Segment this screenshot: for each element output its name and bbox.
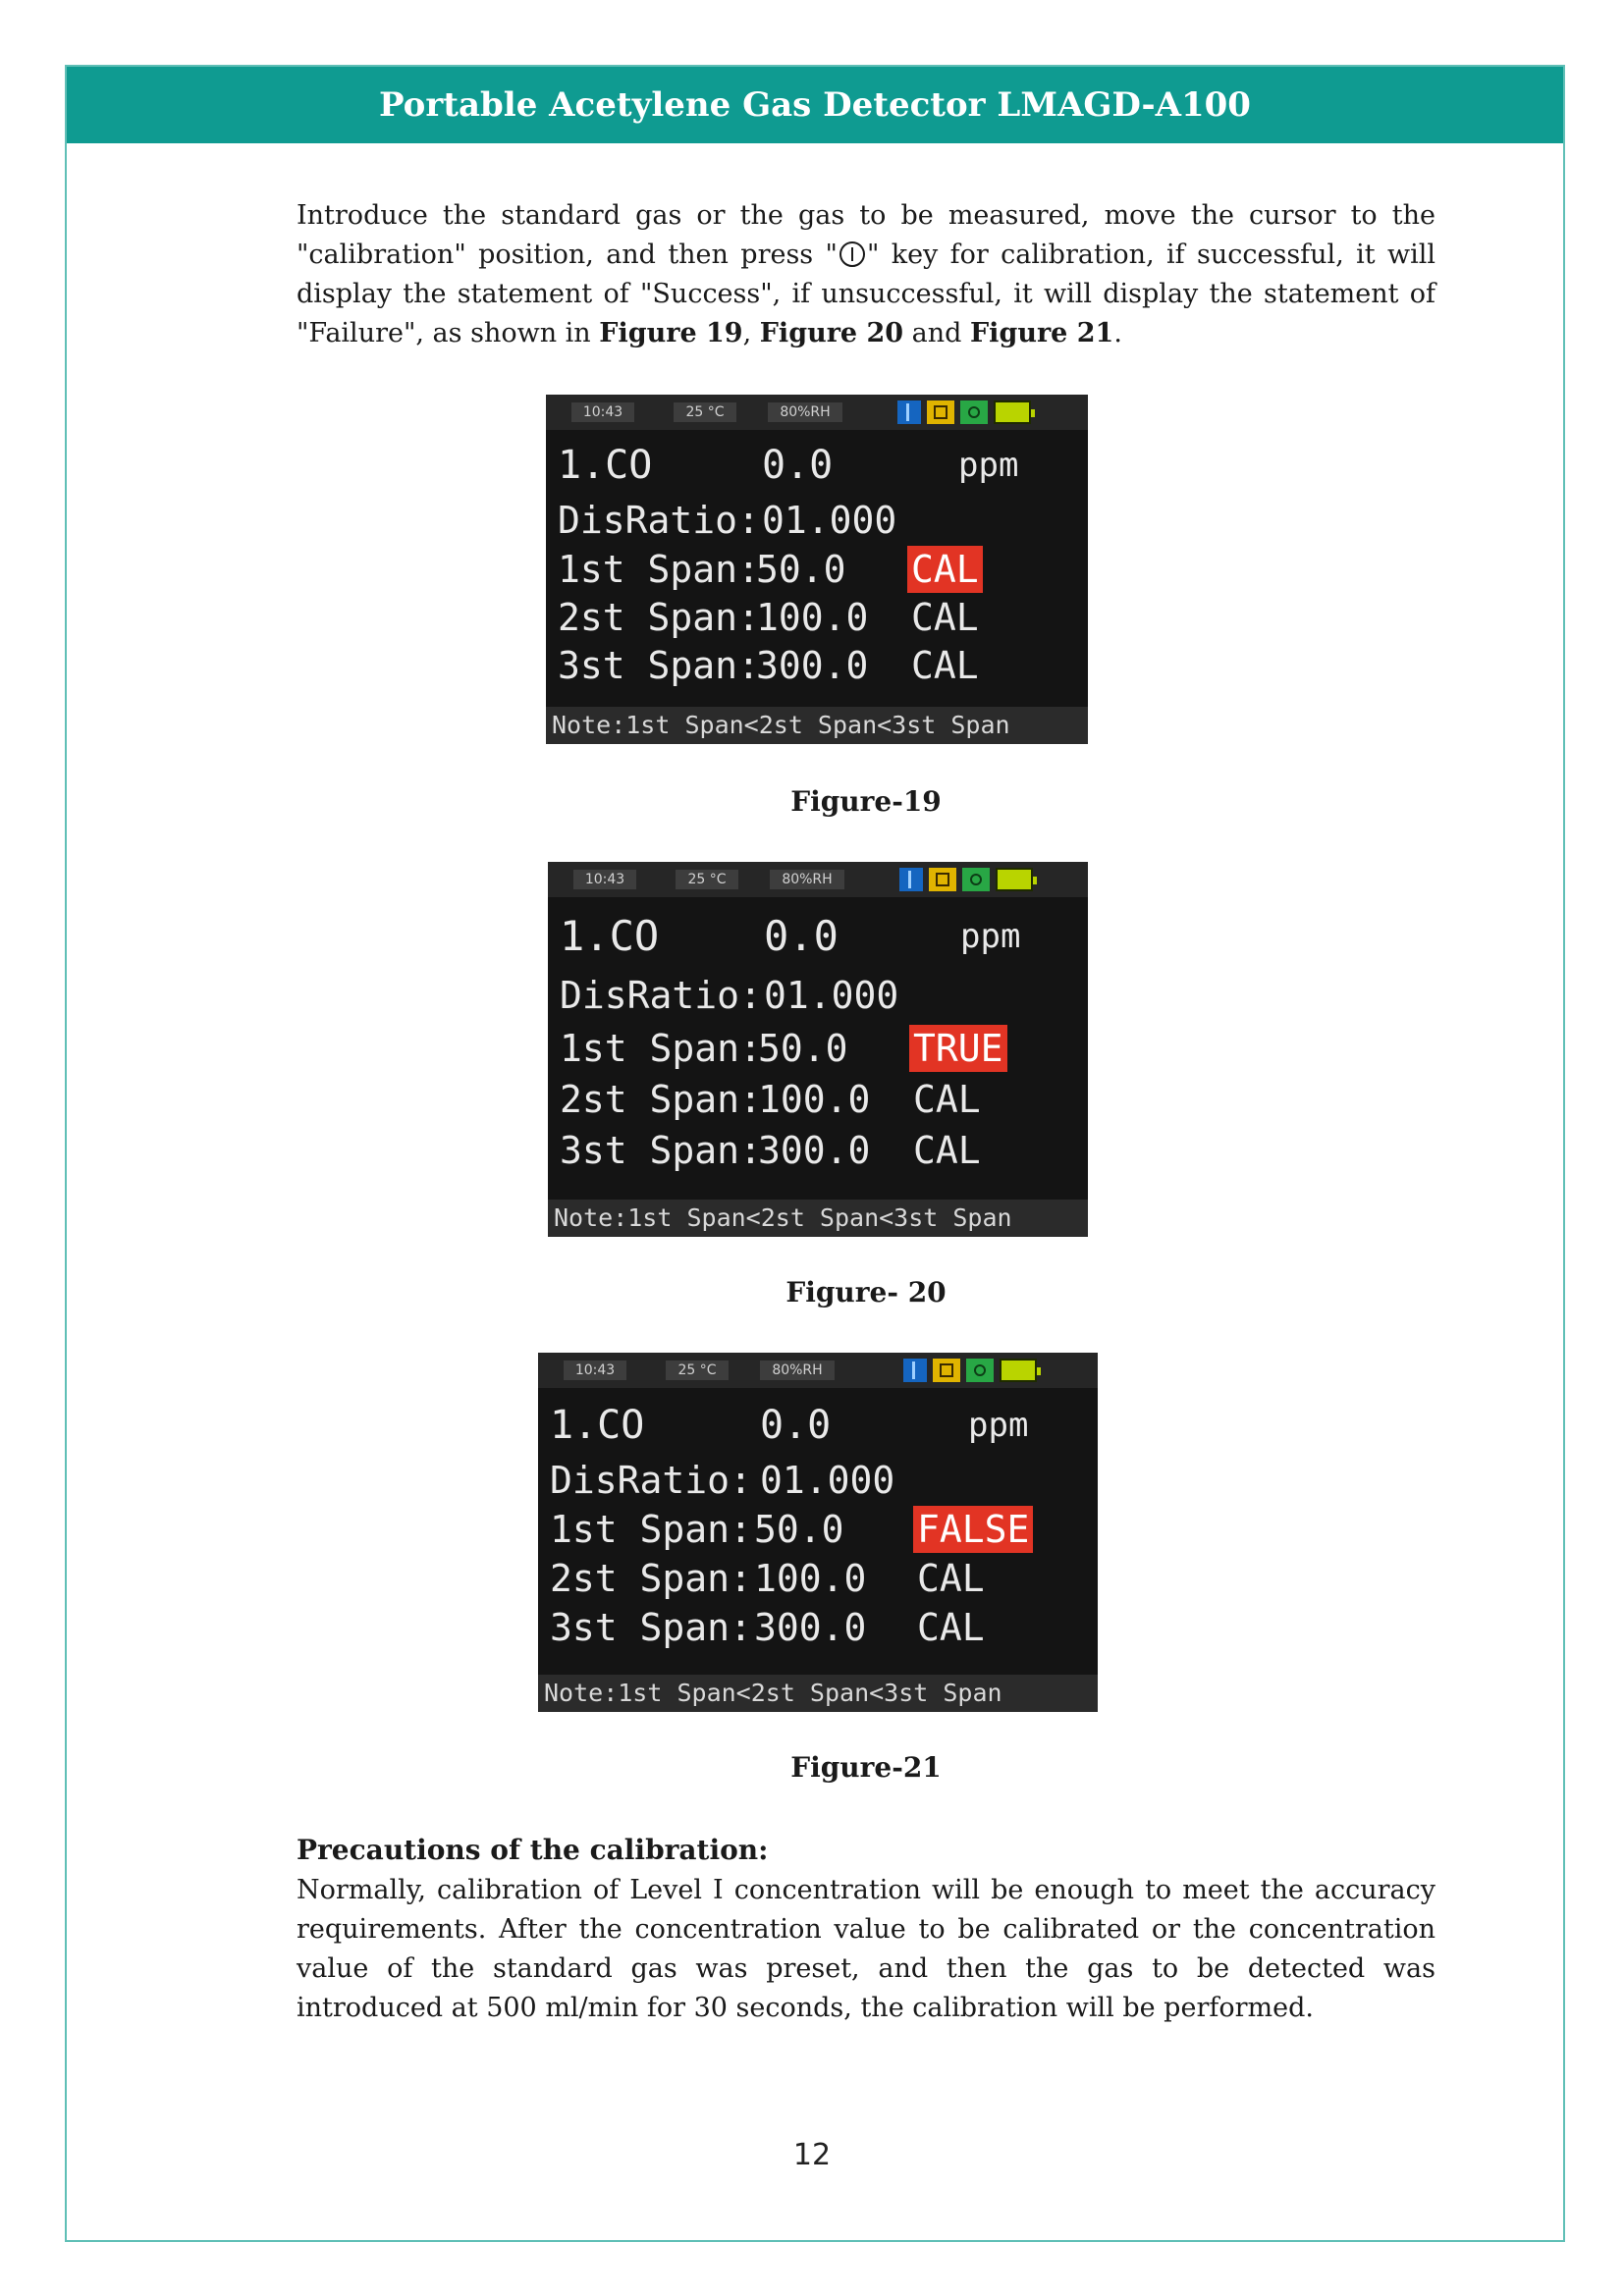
span2-label: 2st Span: [558,596,760,639]
unit-label: ppm [960,917,1021,956]
span1-status-highlighted[interactable]: TRUE [909,1025,1007,1072]
span3-cal[interactable]: CAL [911,644,979,687]
span3-value: 300.0 [754,1606,867,1649]
span2-label: 2st Span: [560,1078,762,1121]
battery-icon [996,868,1033,891]
span2-row [548,1076,1088,1123]
header-title: Portable Acetylene Gas Detector LMAGD-A100 [379,85,1251,125]
page-number: 12 [792,2138,832,2172]
span1-status-highlighted[interactable]: FALSE [913,1506,1033,1553]
record-icon [960,400,988,424]
precautions-paragraph: Normally, calibration of Level I concentration will be enough to meet the accuracy requirements. After the concentration value to be calibrated or the concentration value of the standard gas was preset, and then the gas to be detected was introduced at 500 ml/min for 30 seconds, the calibration will be performed. [297,1875,1435,2023]
intro-sep-1: , [742,318,760,348]
bluetooth-icon [899,868,923,891]
span1-row [546,546,1088,593]
gas-row [548,913,1088,960]
bluetooth-icon [897,400,921,424]
note-bar: Note:1st Span<2st Span<3st Span [548,1200,1088,1237]
intro-sep-2: and [903,318,971,348]
dis-ratio-row [546,497,1088,544]
span1-label: 1st Span: [550,1508,752,1551]
humidity-display: 80%RH [768,402,842,422]
intro-end: . [1113,318,1122,348]
span3-cal[interactable]: CAL [913,1129,981,1172]
temperature-display: 25 °C [674,402,736,422]
figure-19-caption: Figure-19 [790,785,942,818]
dis-ratio-label: DisRatio: [550,1459,752,1502]
gas-row [546,442,1088,489]
gas-value: 0.0 [762,443,834,488]
sd-card-icon [927,400,954,424]
device-screen-figure-21 [538,1353,1098,1712]
precautions-heading: Precautions of the calibration: [297,1834,769,1866]
span2-cal[interactable]: CAL [911,596,979,639]
status-bar [548,862,1088,897]
record-icon [966,1359,994,1382]
bluetooth-icon [903,1359,927,1382]
intro-text-1: Introduce the standard gas or the gas to be measured, move the cursor to the "calibration" position, and then press " [297,200,1435,270]
span1-value: 50.0 [756,548,846,591]
span2-cal[interactable]: CAL [917,1557,985,1600]
dis-ratio-label: DisRatio: [560,974,762,1017]
span1-status-highlighted[interactable]: CAL [907,546,983,593]
unit-label: ppm [968,1406,1029,1445]
span1-label: 1st Span: [558,548,760,591]
gas-row [538,1402,1098,1449]
span3-cal[interactable]: CAL [917,1606,985,1649]
device-screen-figure-19 [546,395,1088,744]
figure-21-caption: Figure-21 [790,1751,942,1784]
span2-label: 2st Span: [550,1557,752,1600]
status-bar [546,395,1088,430]
intro-paragraph [297,196,1435,353]
record-icon [962,868,990,891]
span2-value: 100.0 [756,596,869,639]
gas-label: 1.CO [558,443,653,488]
gas-label: 1.CO [550,1403,645,1448]
span2-row [538,1555,1098,1602]
device-screen-figure-20 [548,862,1088,1237]
dis-ratio-value: 01.000 [764,974,899,1017]
note-bar: Note:1st Span<2st Span<3st Span [546,707,1088,744]
span1-row [548,1025,1088,1072]
span3-value: 300.0 [758,1129,871,1172]
figure-ref-19: Figure 19 [599,318,743,348]
span3-label: 3st Span: [558,644,760,687]
note-bar: Note:1st Span<2st Span<3st Span [538,1675,1098,1712]
span1-value: 50.0 [758,1027,848,1070]
dis-ratio-row [548,972,1088,1019]
figure-ref-20: Figure 20 [759,318,904,348]
humidity-display: 80%RH [760,1361,835,1380]
gas-label: 1.CO [560,912,660,960]
dis-ratio-value: 01.000 [760,1459,895,1502]
span2-cal[interactable]: CAL [913,1078,981,1121]
time-display: 10:43 [564,1361,626,1380]
page-header [67,67,1563,143]
span2-row [546,594,1088,641]
span2-value: 100.0 [754,1557,867,1600]
status-bar [538,1353,1098,1388]
sd-card-icon [929,868,956,891]
span3-label: 3st Span: [550,1606,752,1649]
power-key-icon [839,241,865,267]
span1-row [538,1506,1098,1553]
temperature-display: 25 °C [676,870,738,889]
figure-20-caption: Figure- 20 [785,1276,947,1308]
unit-label: ppm [958,446,1019,485]
sd-card-icon [933,1359,960,1382]
span1-value: 50.0 [754,1508,844,1551]
time-display: 10:43 [571,402,634,422]
span3-row [538,1604,1098,1651]
span2-value: 100.0 [758,1078,871,1121]
gas-value: 0.0 [760,1403,832,1448]
dis-ratio-label: DisRatio: [558,499,760,542]
dis-ratio-value: 01.000 [762,499,897,542]
humidity-display: 80%RH [770,870,844,889]
time-display: 10:43 [573,870,636,889]
figure-ref-21: Figure 21 [970,318,1114,348]
battery-icon [994,400,1031,424]
intro-text-2: " key for calibration, if successful, it will display the statement of "Success", if unsuccessful, it will display the statement of "Failure", as shown in [297,240,1435,348]
span3-label: 3st Span: [560,1129,762,1172]
dis-ratio-row [538,1457,1098,1504]
span3-value: 300.0 [756,644,869,687]
gas-value: 0.0 [764,912,839,960]
battery-icon [1000,1359,1037,1382]
temperature-display: 25 °C [666,1361,729,1380]
span3-row [546,642,1088,689]
span1-label: 1st Span: [560,1027,762,1070]
span3-row [548,1127,1088,1174]
